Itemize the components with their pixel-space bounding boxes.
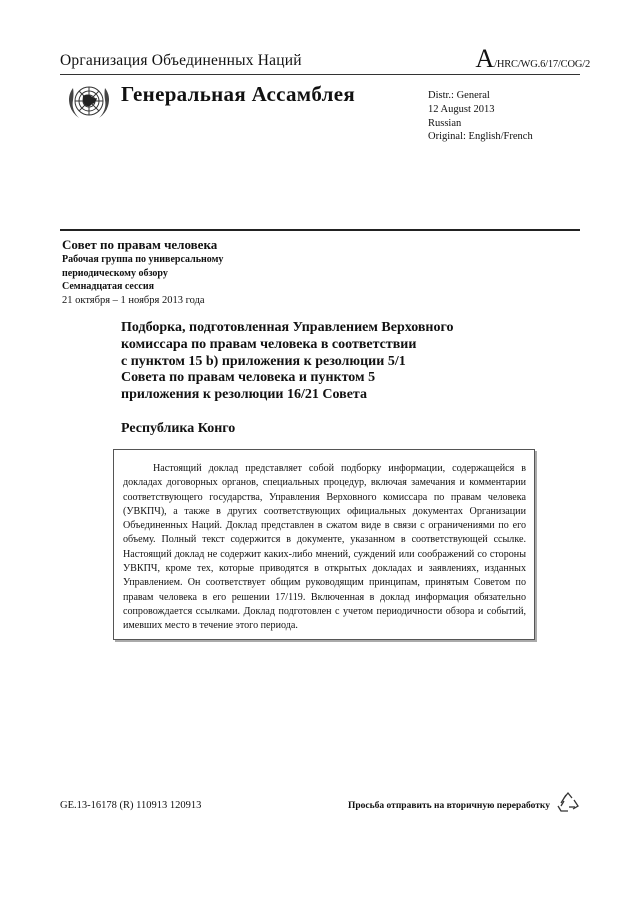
summary-box — [113, 449, 535, 640]
session-name: Семнадцатая сессия — [62, 281, 155, 292]
distr-language: Russian — [428, 117, 462, 129]
document-title — [121, 320, 541, 404]
working-group-line1: Рабочая группа по универсальному — [62, 254, 224, 265]
header-rule — [60, 74, 580, 75]
section-rule — [60, 229, 580, 231]
summary-text: Настоящий доклад представляет собой подборку информации, содержащейся в докладах договорных органов, специальных процедур, включая замечания и комментарии соответствующего государства, Управления Верховного комиссара по правам человека (УВКПЧ), а также в других соответствующих официальных документах Организации Объединенных Наций. Доклад представлен в сжатом виде в связи с ограничениями по его объему. Полный текст содержится в документе, указанном в соответствующей ссылке. Настоящий доклад не содержит каких-либо мнений, суждений или соображений со стороны УВКПЧ, кроме тех, которые приводятся в открытых докладах и заявлениях, изданных Управлением. Он соответствует общим руководящим принципам, принятым Советом по правам человека в его решении 17/119. Включенная в доклад информация обязательно сопровождается ссылками. Доклад подготовлен с учетом периодичности обзора и событий, имевших место в течение этого периода. — [123, 463, 526, 632]
recycle-text: Просьба отправить на вторичную переработку — [348, 801, 550, 811]
distribution-block — [428, 89, 533, 144]
document-symbol — [475, 44, 590, 73]
document-code: GE.13-16178 (R) 110913 120913 — [60, 800, 202, 811]
distr-original: Original: English/French — [428, 131, 533, 143]
recycle-icon — [555, 790, 581, 814]
country-heading: Республика Конго — [121, 421, 236, 436]
symbol-letter: A — [475, 44, 495, 73]
organization-name: Организация Объединенных Наций — [60, 52, 302, 69]
working-group-line2: периодическому обзору — [62, 267, 168, 279]
council-block — [62, 237, 223, 308]
title-line: Подборка, подготовленная Управлением Верховного — [121, 320, 454, 335]
session-dates: 21 октября – 1 ноября 2013 года — [62, 294, 205, 306]
summary-paragraph — [123, 462, 526, 634]
distr-date: 12 August 2013 — [428, 103, 495, 115]
symbol-rest: /HRC/WG.6/17/COG/2 — [494, 59, 590, 70]
distr-type: Distr.: General — [428, 90, 490, 101]
title-line: комиссара по правам человека в соответствии — [121, 336, 417, 352]
body-name: Генеральная Ассамблея — [121, 82, 356, 106]
title-line: с пунктом 15 b) приложения к резолюции 5/1 — [121, 353, 406, 369]
title-line: Совета по правам человека и пунктом 5 — [121, 370, 376, 386]
council-title: Совет по правам человека — [62, 237, 218, 252]
un-emblem-icon — [64, 80, 114, 122]
title-line: приложения к резолюции 16/21 Совета — [121, 387, 367, 403]
